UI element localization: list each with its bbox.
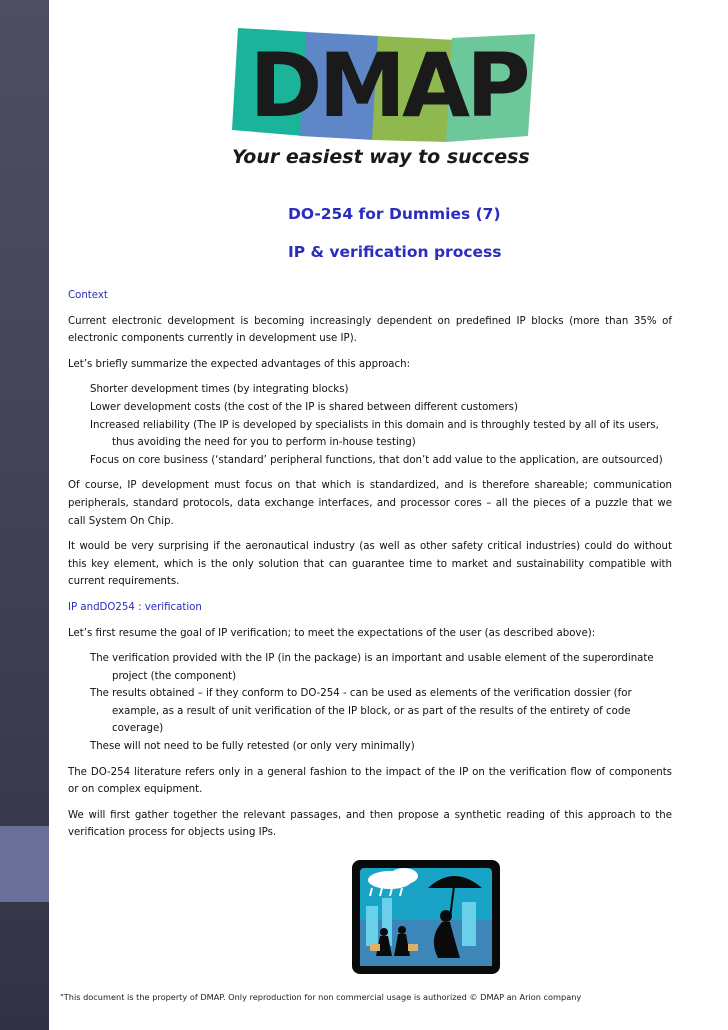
main-content	[68, 287, 672, 850]
list-item: Increased reliability (The IP is developed by specialists in this domain and is throughly tested by all of its users, thus avoiding the need for you to perform in-house testing)	[90, 419, 659, 449]
paragraph: Let’s first resume the goal of IP verification; to meet the expectations of the user (as described above):	[68, 627, 596, 639]
paragraph: We will first gather together the relevant passages, and then propose a synthetic reading of this approach to the verification process for objects using IPs.	[68, 809, 672, 839]
document-subtitle: IP & verification process	[288, 243, 502, 261]
section-title-context: Context	[68, 290, 108, 301]
logo-text: DMAP	[249, 34, 527, 137]
dmap-logo	[220, 18, 560, 143]
umbrella-businessman-icon	[350, 858, 502, 976]
section-title-verification: IP andDO254 : verification	[68, 601, 202, 613]
paragraph: Current electronic development is becoming increasingly dependent on predefined IP blocks (more than 35% of electronic components currently in development use IP).	[68, 315, 672, 345]
list-item: The verification provided with the IP (in the package) is an important and usable element of the superordinate project (the component)	[90, 653, 654, 682]
paragraph: Of course, IP development must focus on that which is standardized, and is therefore shareable; communication peripherals, standard protocols, data exchange interfaces, and processor cores – all the pieces of a puzzle that we call System On Chip.	[68, 480, 672, 527]
list-item: Focus on core business (‘standard’ peripheral functions, that don’t add value to the application, are outsourced)	[90, 454, 663, 466]
paragraph: It would be very surprising if the aeronautical industry (as well as other safety critical industries) could do without this key element, which is the only solution that can guarantee time to market and sustainability compatible with current requirements.	[68, 541, 672, 588]
verification-list	[90, 650, 672, 756]
tagline: Your easiest way to success	[232, 146, 530, 168]
footer-notice: "This document is the property of DMAP. Only reproduction for non commercial usage is authorized © DMAP an Arion company	[60, 992, 582, 1002]
list-item: These will not need to be fully retested (or only very minimally)	[90, 741, 415, 753]
list-item: The results obtained – if they conform to DO-254 - can be used as elements of the verification dossier (for example, as a result of unit verification of the IP block, or as part of the results of the entirety of code coverage)	[90, 688, 632, 735]
sidebar-accent-block	[0, 826, 49, 902]
document-title: DO-254 for Dummies (7)	[288, 205, 501, 223]
paragraph: Let’s briefly summarize the expected advantages of this approach:	[68, 358, 411, 370]
list-item: Lower development costs (the cost of the IP is shared between different customers)	[90, 401, 518, 413]
paragraph: The DO-254 literature refers only in a general fashion to the impact of the IP on the verification flow of components or on complex equipment.	[68, 766, 672, 796]
left-sidebar-band	[0, 0, 49, 1030]
list-item: Shorter development times (by integrating blocks)	[90, 384, 349, 396]
advantages-list	[90, 381, 672, 469]
